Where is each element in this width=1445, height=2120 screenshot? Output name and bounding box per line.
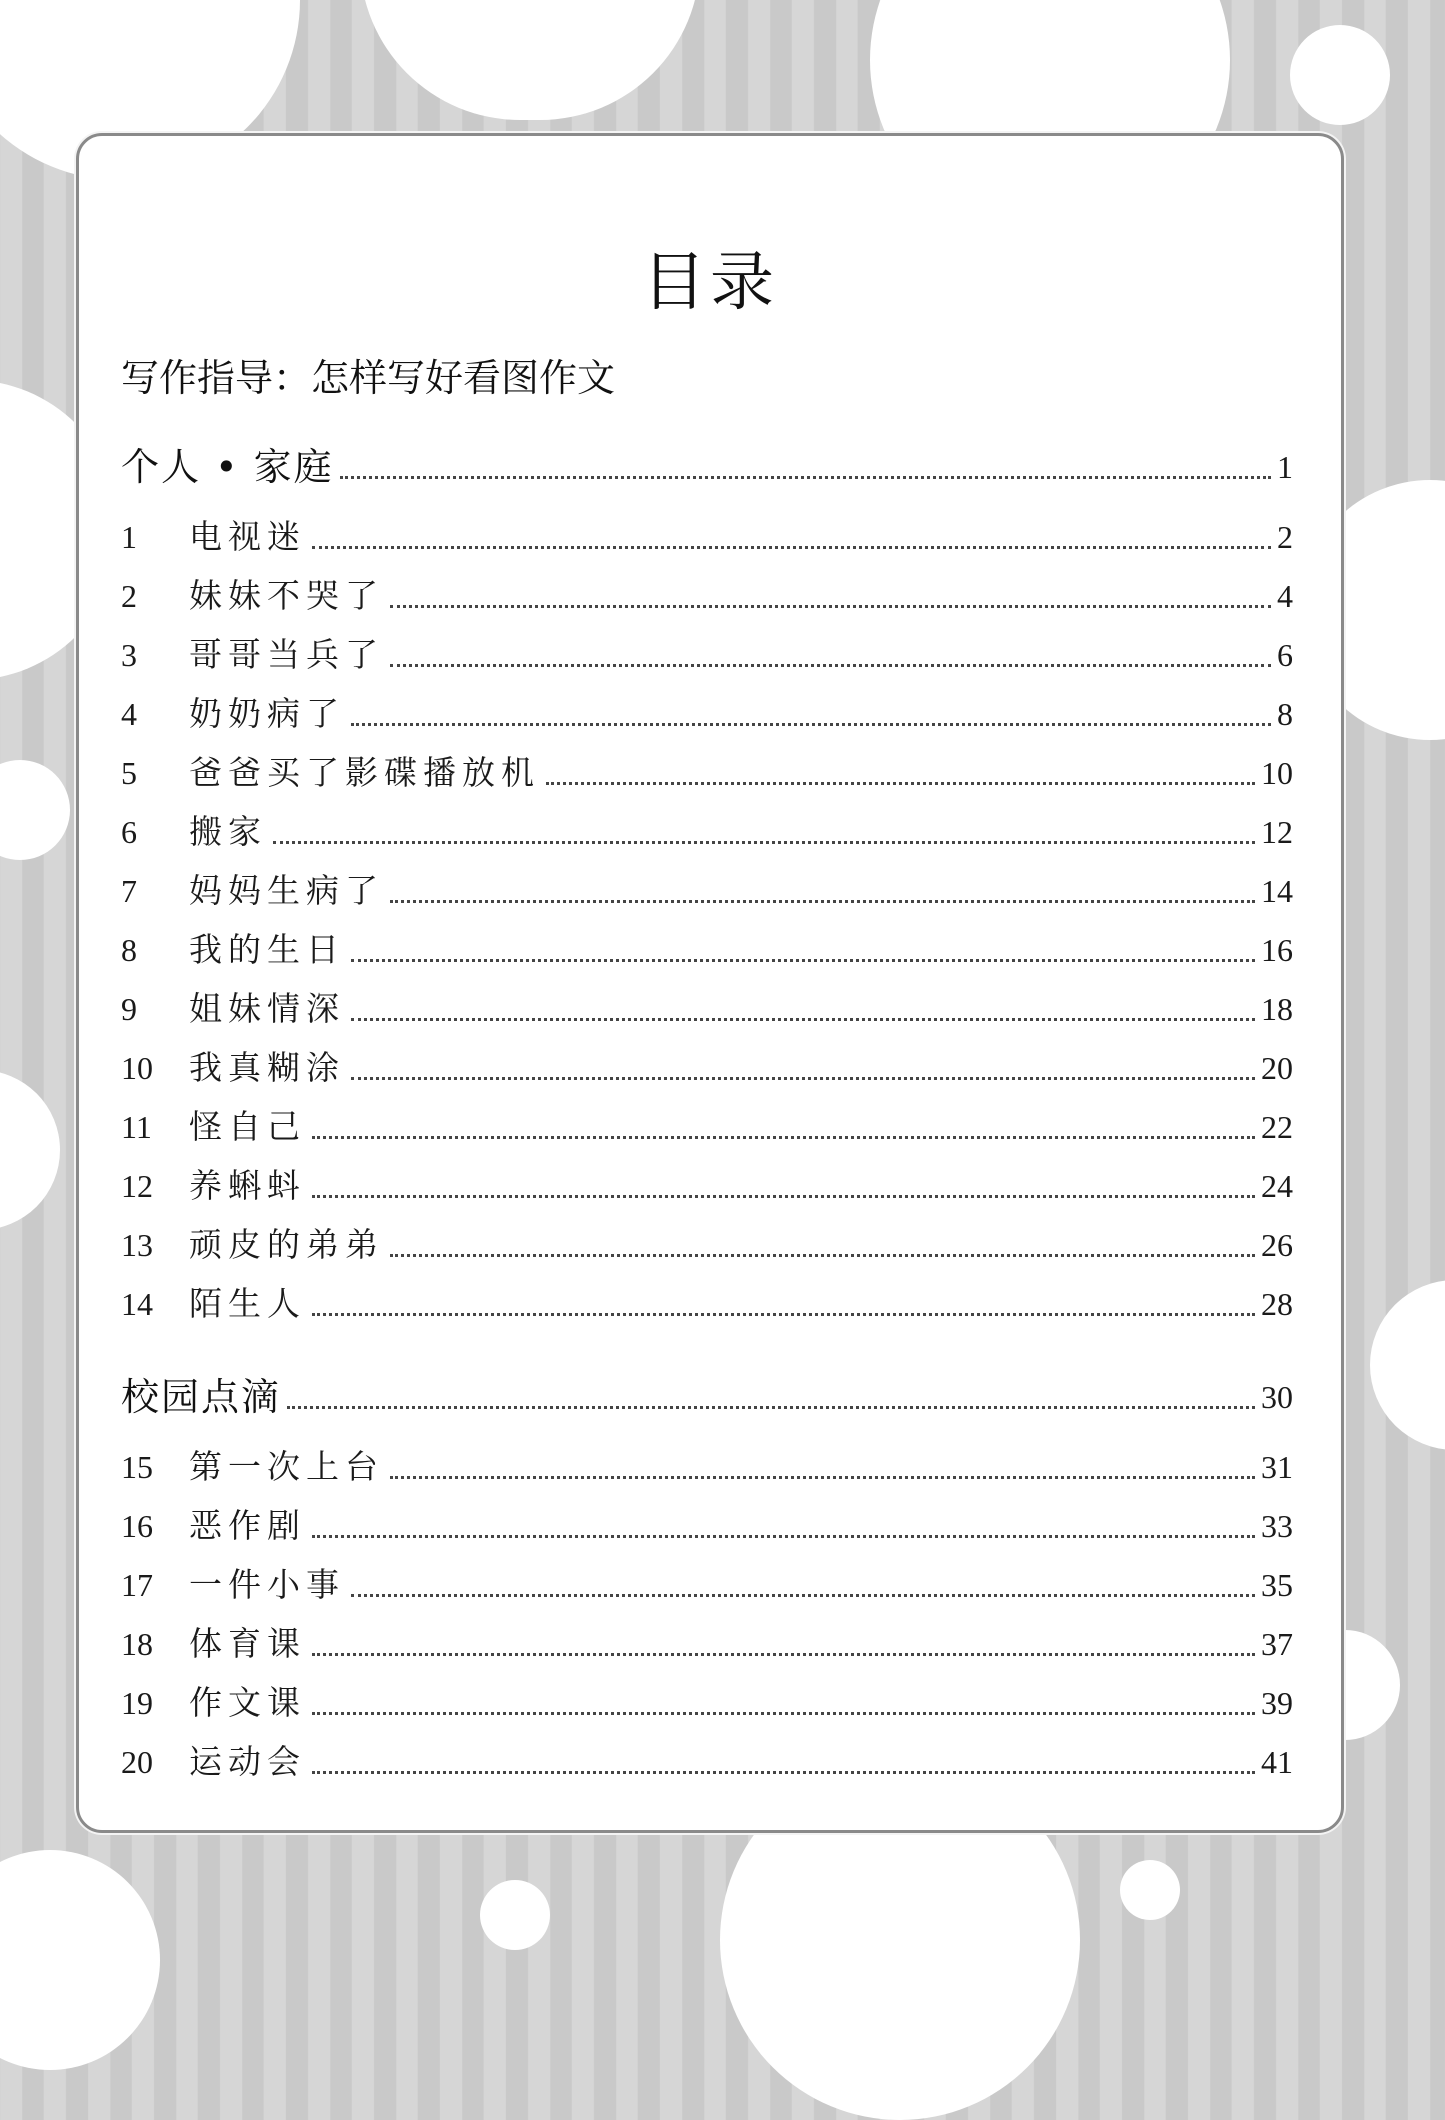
page-number: 37 (1261, 1626, 1293, 1662)
toc-entry[interactable] (121, 1221, 1293, 1269)
toc-entry[interactable] (121, 985, 1293, 1033)
entry-title: 陌生人 (189, 1284, 306, 1323)
page-number: 1 (1277, 449, 1293, 485)
page-number: 31 (1261, 1449, 1293, 1485)
entry-title: 体育课 (189, 1624, 306, 1663)
entry-number: 5 (121, 755, 137, 791)
dot-leader (312, 1136, 1255, 1139)
dot-leader (390, 664, 1271, 667)
entry-number: 9 (121, 991, 137, 1027)
toc-entry[interactable] (121, 808, 1293, 856)
entry-number: 8 (121, 932, 137, 968)
toc-entry[interactable] (121, 926, 1293, 974)
dot-leader (351, 959, 1255, 962)
page-number: 10 (1261, 755, 1293, 791)
dot-leader (390, 900, 1255, 903)
dot-leader (351, 1077, 1255, 1080)
entry-title: 搬家 (189, 812, 267, 851)
toc-section-heading[interactable] (121, 1373, 1293, 1421)
page-number: 33 (1261, 1508, 1293, 1544)
page-number: 35 (1261, 1567, 1293, 1603)
background-circle (1370, 1280, 1445, 1450)
entry-title: 奶奶病了 (189, 694, 345, 733)
toc-entry[interactable] (121, 1679, 1293, 1727)
page-number: 22 (1261, 1109, 1293, 1145)
entry-title: 养蝌蚪 (189, 1166, 306, 1205)
toc-entry[interactable] (121, 1738, 1293, 1786)
page-number: 20 (1261, 1050, 1293, 1086)
dot-leader (351, 1594, 1255, 1597)
entry-number: 16 (121, 1508, 153, 1544)
page-number: 2 (1277, 519, 1293, 555)
entry-number: 20 (121, 1744, 153, 1780)
toc-entry[interactable] (121, 1162, 1293, 1210)
entry-number: 1 (121, 519, 137, 555)
dot-leader (312, 546, 1271, 549)
entry-title: 电视迷 (189, 517, 306, 556)
page-number: 39 (1261, 1685, 1293, 1721)
entry-title: 顽皮的弟弟 (189, 1225, 384, 1264)
toc-entry[interactable] (121, 1443, 1293, 1491)
background-circle (1290, 25, 1390, 125)
toc-entry[interactable] (121, 513, 1293, 561)
page-number: 12 (1261, 814, 1293, 850)
page-number: 26 (1261, 1227, 1293, 1263)
page-number: 14 (1261, 873, 1293, 909)
toc-card (76, 133, 1344, 1833)
entry-number: 17 (121, 1567, 153, 1603)
dot-leader (312, 1771, 1255, 1774)
entry-title: 怪自己 (189, 1107, 306, 1146)
entry-number: 4 (121, 696, 137, 732)
dot-leader (287, 1406, 1255, 1409)
toc-entry[interactable] (121, 572, 1293, 620)
page-number: 30 (1261, 1379, 1293, 1415)
entry-title: 妈妈生病了 (189, 871, 384, 910)
entry-title: 恶作剧 (189, 1506, 306, 1545)
page-number: 41 (1261, 1744, 1293, 1780)
toc-entry[interactable] (121, 1561, 1293, 1609)
entry-title: 妹妹不哭了 (189, 576, 384, 615)
entry-number: 13 (121, 1227, 153, 1263)
entry-number: 7 (121, 873, 137, 909)
toc-section-heading[interactable] (121, 443, 1293, 491)
section-title: 校园点滴 (121, 1375, 282, 1419)
entry-title: 爸爸买了影碟播放机 (189, 753, 540, 792)
writing-guide-heading: 写作指导：怎样写好看图作文 (121, 356, 616, 400)
dot-leader (312, 1313, 1255, 1316)
toc-entry[interactable] (121, 1103, 1293, 1151)
entry-number: 18 (121, 1626, 153, 1662)
page-title: 目录 (642, 246, 778, 320)
entry-title: 一件小事 (189, 1565, 345, 1604)
entry-title: 我的生日 (189, 930, 345, 969)
entry-number: 2 (121, 578, 137, 614)
background-circle (0, 760, 70, 860)
toc-entry[interactable] (121, 631, 1293, 679)
page-number: 28 (1261, 1286, 1293, 1322)
toc-entry[interactable] (121, 867, 1293, 915)
dot-leader (351, 1018, 1255, 1021)
background-circle (1120, 1860, 1180, 1920)
section-title: 个人 • 家庭 (121, 445, 334, 489)
toc-entry[interactable] (121, 1280, 1293, 1328)
dot-leader (312, 1195, 1255, 1198)
entry-number: 10 (121, 1050, 153, 1086)
dot-leader (390, 1476, 1255, 1479)
entry-number: 3 (121, 637, 137, 673)
background-circle (360, 0, 700, 120)
entry-title: 第一次上台 (189, 1447, 384, 1486)
entry-number: 19 (121, 1685, 153, 1721)
background-circle (480, 1880, 550, 1950)
entry-title: 我真糊涂 (189, 1048, 345, 1087)
entry-number: 15 (121, 1449, 153, 1485)
dot-leader (312, 1535, 1255, 1538)
dot-leader (312, 1712, 1255, 1715)
page-number: 18 (1261, 991, 1293, 1027)
toc-entry[interactable] (121, 690, 1293, 738)
page-number: 24 (1261, 1168, 1293, 1204)
dot-leader (546, 782, 1255, 785)
dot-leader (340, 476, 1271, 479)
dot-leader (312, 1653, 1255, 1656)
entry-number: 11 (121, 1109, 152, 1145)
dot-leader (390, 605, 1271, 608)
entry-title: 哥哥当兵了 (189, 635, 384, 674)
page-number: 6 (1277, 637, 1293, 673)
toc-entry[interactable] (121, 1502, 1293, 1550)
page-number: 4 (1277, 578, 1293, 614)
dot-leader (390, 1254, 1255, 1257)
entry-title: 作文课 (189, 1683, 306, 1722)
toc-entry[interactable] (121, 749, 1293, 797)
page-number: 8 (1277, 696, 1293, 732)
entry-title: 姐妹情深 (189, 989, 345, 1028)
dot-leader (351, 723, 1271, 726)
toc-entry[interactable] (121, 1044, 1293, 1092)
toc-entry[interactable] (121, 1620, 1293, 1668)
entry-number: 12 (121, 1168, 153, 1204)
dot-leader (273, 841, 1255, 844)
entry-number: 14 (121, 1286, 153, 1322)
background-circle (0, 1850, 160, 2070)
page-number: 16 (1261, 932, 1293, 968)
entry-title: 运动会 (189, 1742, 306, 1781)
entry-number: 6 (121, 814, 137, 850)
background-circle (0, 1070, 60, 1230)
